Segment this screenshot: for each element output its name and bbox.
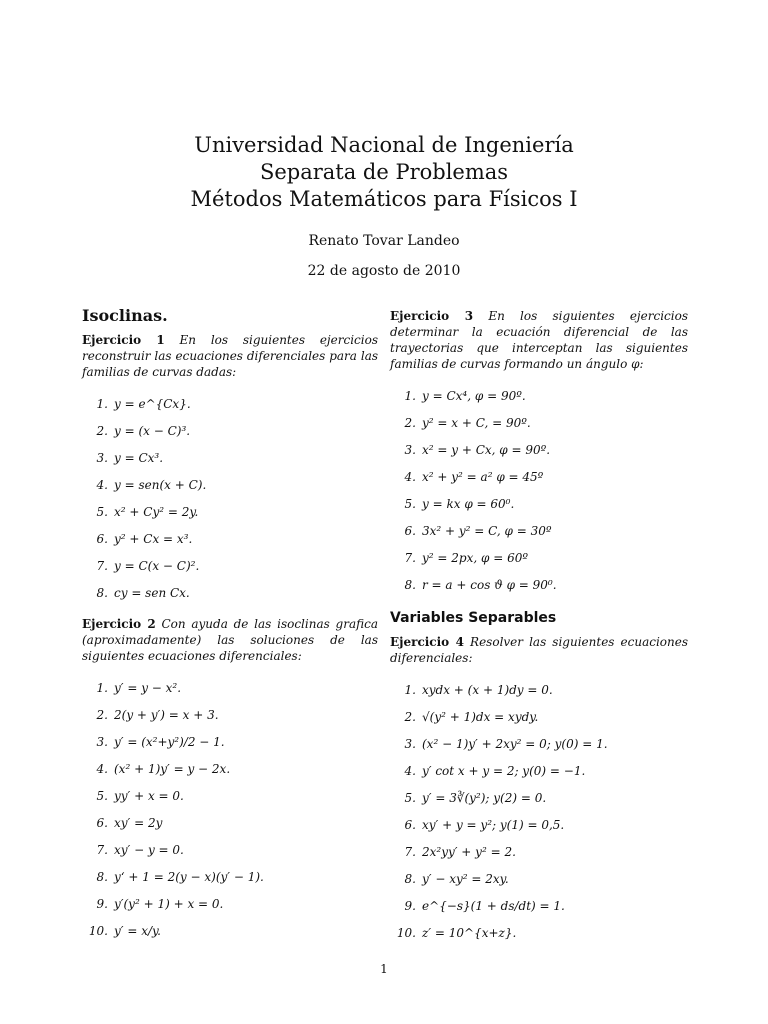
- item-number: 5.: [96, 788, 108, 803]
- equation: xy′ − y = 0.: [114, 842, 184, 857]
- author: Renato Tovar Landeo: [308, 233, 460, 249]
- equation: x² + Cy² = 2y.: [114, 504, 199, 519]
- item-number: 2.: [96, 707, 108, 722]
- exercise-1-label: Ejercicio 1: [82, 333, 165, 347]
- list-item: [82, 782, 378, 809]
- item-number: 6.: [404, 523, 416, 538]
- item-number: 1.: [404, 388, 416, 403]
- item-number: 4.: [96, 761, 108, 776]
- equation: y′ = y − x².: [114, 680, 182, 695]
- list-item: [390, 730, 688, 757]
- item-number: 2.: [96, 423, 108, 438]
- item-number: 1.: [96, 680, 108, 695]
- item-number: 2.: [404, 709, 416, 724]
- equation: x² = y + Cx, φ = 90º.: [422, 442, 551, 457]
- list-item: [82, 836, 378, 863]
- exercise-1-list: [82, 390, 378, 606]
- exercise-1: [82, 332, 378, 380]
- list-item: [82, 809, 378, 836]
- date: 22 de agosto de 2010: [307, 263, 461, 279]
- equation: y′ = (x²+y²)/2 − 1.: [114, 734, 225, 749]
- exercise-1-text: En los siguientes ejercicios reconstruir las ecuaciones diferenciales para las familias de curvas dadas:: [82, 333, 378, 379]
- item-number: 5.: [404, 496, 416, 511]
- list-item: [82, 390, 378, 417]
- exercise-2: [82, 616, 378, 664]
- item-number: 7.: [404, 550, 416, 565]
- equation: xy′ = 2y: [114, 815, 163, 830]
- exercise-3-text: En los siguientes ejercicios determinar la ecuación diferencial de las trayectorias que interceptan las siguientes familias de curvas formando un ángulo φ:: [390, 309, 688, 371]
- item-number: 7.: [404, 844, 416, 859]
- item-number: 8.: [404, 871, 416, 886]
- exercise-4-text: Resolver las siguientes ecuaciones diferenciales:: [390, 635, 688, 665]
- item-number: 3.: [96, 450, 108, 465]
- equation: y = kx φ = 60⁰.: [422, 496, 515, 511]
- list-item: [390, 919, 688, 946]
- list-item: [390, 517, 688, 544]
- list-item: [390, 382, 688, 409]
- list-item: [390, 892, 688, 919]
- list-item: [82, 728, 378, 755]
- item-number: 6.: [96, 531, 108, 546]
- equation: y = e^{Cx}.: [114, 396, 191, 411]
- list-item: [390, 757, 688, 784]
- equation: y = C(x − C)².: [114, 558, 200, 573]
- equation: r = a + cos ϑ φ = 90⁰.: [422, 577, 557, 592]
- exercise-4-label: Ejercicio 4: [390, 635, 464, 649]
- item-number: 3.: [96, 734, 108, 749]
- equation: y′ = x/y.: [114, 923, 161, 938]
- title-separata: Separata de Problemas: [259, 160, 509, 184]
- list-item: [82, 552, 378, 579]
- item-number: 8.: [96, 869, 108, 884]
- equation: y = sen(x + C).: [114, 477, 207, 492]
- list-item: [390, 811, 688, 838]
- title-block: [0, 132, 768, 279]
- equation: y = (x − C)³.: [114, 423, 191, 438]
- list-item: [390, 490, 688, 517]
- equation: y² + Cx = x³.: [114, 531, 193, 546]
- item-number: 9.: [404, 898, 416, 913]
- list-item: [82, 674, 378, 701]
- item-number: 9.: [96, 896, 108, 911]
- list-item: [390, 676, 688, 703]
- list-item: [82, 755, 378, 782]
- equation: cy = sen Cx.: [114, 585, 190, 600]
- item-number: 4.: [96, 477, 108, 492]
- list-item: [390, 784, 688, 811]
- list-item: [390, 409, 688, 436]
- equation: z′ = 10^{x+z}.: [422, 925, 517, 940]
- equation: y‘ + 1 = 2(y − x)(y′ − 1).: [114, 869, 264, 884]
- exercise-2-text: Con ayuda de las isoclinas grafica (aproximadamente) las soluciones de las siguientes ecuaciones diferenciales:: [82, 617, 378, 663]
- list-item: [82, 863, 378, 890]
- list-item: [82, 701, 378, 728]
- equation: 3x² + y² = C, φ = 30º: [422, 523, 552, 538]
- item-number: 10.: [88, 923, 108, 938]
- equation: 2x²yy′ + y² = 2.: [422, 844, 516, 859]
- equation: (x² − 1)y′ + 2xy² = 0; y(0) = 1.: [422, 736, 608, 751]
- item-number: 3.: [404, 736, 416, 751]
- exercise-4: [390, 634, 688, 666]
- item-number: 1.: [404, 682, 416, 697]
- list-item: [82, 917, 378, 944]
- list-item: [82, 471, 378, 498]
- equation: √(y² + 1)dx = xydy.: [422, 709, 539, 724]
- list-item: [82, 890, 378, 917]
- equation: y = Cx⁴, φ = 90º.: [422, 388, 526, 403]
- equation: yy′ + x = 0.: [114, 788, 184, 803]
- equation: xy′ + y = y²; y(1) = 0,5.: [422, 817, 565, 832]
- item-number: 6.: [96, 815, 108, 830]
- list-item: [390, 571, 688, 598]
- item-number: 7.: [96, 842, 108, 857]
- title-university: Universidad Nacional de Ingeniería: [194, 133, 574, 157]
- list-item: [390, 544, 688, 571]
- equation: xydx + (x + 1)dy = 0.: [422, 682, 553, 697]
- item-number: 8.: [404, 577, 416, 592]
- equation: y = Cx³.: [114, 450, 164, 465]
- exercise-4-list: [390, 676, 688, 946]
- list-item: [82, 444, 378, 471]
- equation: (x² + 1)y′ = y − 2x.: [114, 761, 231, 776]
- equation: 2(y + y′) = x + 3.: [114, 707, 219, 722]
- equation: y′ − xy² = 2xy.: [422, 871, 509, 886]
- title-course: Métodos Matemáticos para Físicos I: [190, 187, 578, 211]
- equation: y′ = 3∛(y²); y(2) = 0.: [422, 790, 547, 805]
- section-isoclinas: Isoclinas.: [82, 306, 168, 325]
- list-item: [82, 579, 378, 606]
- section-variables-separables: Variables Separables: [390, 610, 557, 626]
- list-item: [390, 436, 688, 463]
- exercise-3-label: Ejercicio 3: [390, 309, 474, 323]
- item-number: 2.: [404, 415, 416, 430]
- equation: y′ cot x + y = 2; y(0) = −1.: [422, 763, 586, 778]
- exercise-3-list: [390, 382, 688, 598]
- exercise-3: [390, 308, 688, 372]
- equation: y² = 2px, φ = 60º: [422, 550, 528, 565]
- item-number: 10.: [396, 925, 416, 940]
- list-item: [390, 838, 688, 865]
- exercise-2-list: [82, 674, 378, 944]
- equation: e^{−s}(1 + ds/dt) = 1.: [422, 898, 565, 913]
- list-item: [390, 703, 688, 730]
- item-number: 5.: [96, 504, 108, 519]
- page-number: 1: [380, 962, 388, 976]
- item-number: 5.: [404, 790, 416, 805]
- list-item: [82, 525, 378, 552]
- item-number: 3.: [404, 442, 416, 457]
- list-item: [82, 498, 378, 525]
- right-column: [390, 308, 688, 956]
- item-number: 1.: [96, 396, 108, 411]
- item-number: 7.: [96, 558, 108, 573]
- exercise-2-label: Ejercicio 2: [82, 617, 156, 631]
- item-number: 8.: [96, 585, 108, 600]
- item-number: 6.: [404, 817, 416, 832]
- item-number: 4.: [404, 469, 416, 484]
- left-column: [82, 308, 378, 954]
- list-item: [390, 865, 688, 892]
- list-item: [82, 417, 378, 444]
- equation: y′(y² + 1) + x = 0.: [114, 896, 224, 911]
- item-number: 4.: [404, 763, 416, 778]
- equation: y² = x + C, = 90º.: [422, 415, 531, 430]
- list-item: [390, 463, 688, 490]
- equation: x² + y² = a² φ = 45º: [422, 469, 544, 484]
